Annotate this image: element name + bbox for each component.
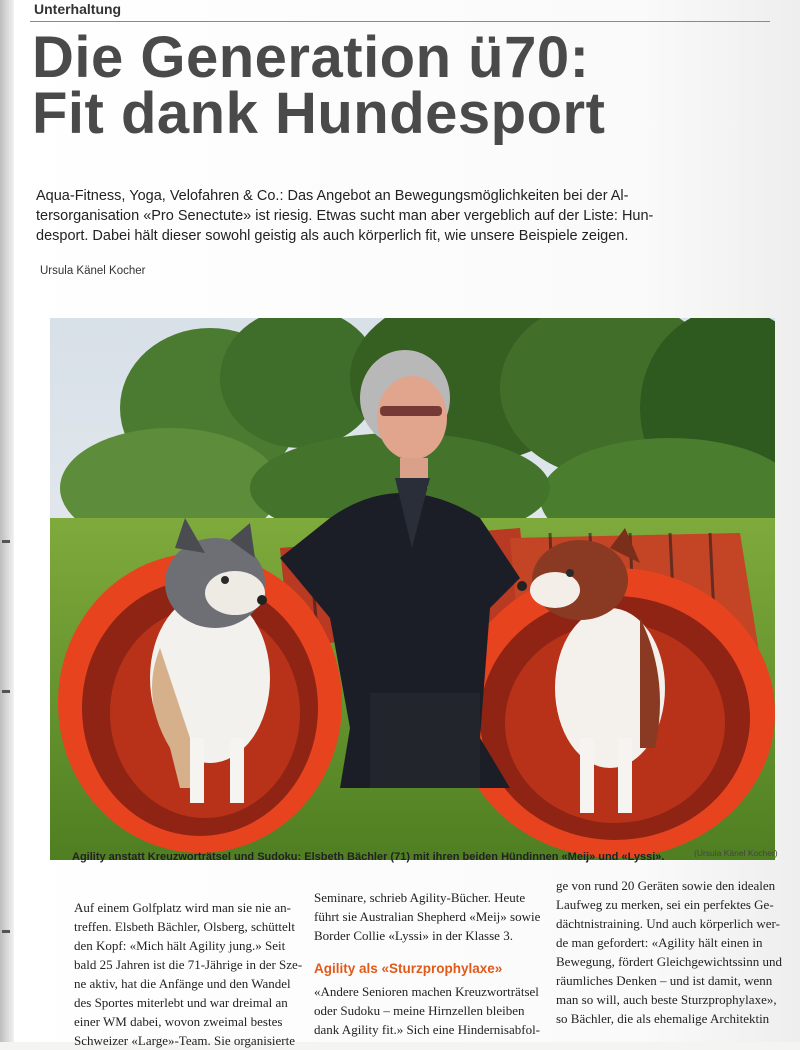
body-column-3 xyxy=(556,876,788,1028)
body-line: so Bächler, die als ehemalige Architektin xyxy=(556,1011,770,1026)
headline-line: Fit dank Hundesport xyxy=(32,81,606,146)
section-label: Unterhaltung xyxy=(34,1,122,17)
photo-illustration xyxy=(50,318,775,860)
section-subheading: Agility als «Sturzprophylaxe» xyxy=(314,961,503,976)
article-lead xyxy=(36,186,746,246)
body-line: Seminare, schrieb Agility-Bücher. Heute xyxy=(314,890,526,905)
headline-line: Die Generation ü70: xyxy=(32,25,590,90)
body-line: dächtnistraining. Und auch körperlich wer- xyxy=(556,916,780,931)
body-line: Schweizer «Large»-Team. Sie organisierte xyxy=(74,1033,295,1048)
body-line: de man gefordert: «Agility hält einen in xyxy=(556,935,763,950)
lead-line: Aqua-Fitness, Yoga, Velofahren & Co.: Das Angebot an Bewegungsmöglichkeiten bei der Al- xyxy=(36,188,629,204)
body-line: führt sie Australian Shepherd «Meij» sowie xyxy=(314,909,541,924)
body-column-2 xyxy=(314,888,544,1039)
body-line: des Sportes miterlebt und war dreimal an xyxy=(74,995,288,1010)
body-line: ge von rund 20 Geräten sowie den idealen xyxy=(556,878,776,893)
header-rule xyxy=(30,21,770,22)
body-line: «Andere Senioren machen Kreuzworträtsel xyxy=(314,984,539,999)
article-headline xyxy=(32,25,772,146)
page-binding-edge xyxy=(0,0,14,1042)
photo-credit: (Ursula Känel Kocher) xyxy=(694,848,778,858)
body-line: räumliches Denken – und ist damit, wenn xyxy=(556,973,773,988)
body-line: Border Collie «Lyssi» in der Klasse 3. xyxy=(314,928,513,943)
body-line: Laufweg zu merken, sei ein perfektes Ge- xyxy=(556,897,774,912)
edge-mark xyxy=(2,930,10,933)
photo-caption: Agility anstatt Kreuzworträtsel und Sudoku: Elsbeth Bächler (71) mit ihren beiden Hündinnen «Meij» und «Lyssi». xyxy=(72,851,665,863)
lead-line: desport. Dabei hält dieser sowohl geistig als auch körperlich fit, wie unsere Beispiele zeigen. xyxy=(36,228,629,244)
body-column-1 xyxy=(74,898,303,1050)
body-line: Bewegung, fördert Gleichgewichtssinn und xyxy=(556,954,783,969)
body-line: man so will, auch beste Sturzprophylaxe», xyxy=(556,992,777,1007)
edge-mark xyxy=(2,690,10,693)
edge-mark xyxy=(2,540,10,543)
body-line: treffen. Elsbeth Bächler, Olsberg, schüttelt xyxy=(74,919,296,934)
body-line: bald 25 Jahren ist die 71-Jährige in der Sze- xyxy=(74,957,303,972)
body-line: den Kopf: «Mich hält Agility jung.» Seit xyxy=(74,938,286,953)
author-byline: Ursula Känel Kocher xyxy=(40,265,146,277)
body-line: ne aktiv, hat die Anfänge und den Wandel xyxy=(74,976,291,991)
article-photo xyxy=(50,318,775,860)
body-line: Auf einem Golfplatz wird man sie nie an- xyxy=(74,900,291,915)
body-line: oder Sudoku – meine Hirnzellen bleiben xyxy=(314,1003,525,1018)
lead-line: tersorganisation «Pro Senectute» ist riesig. Etwas sucht man aber vergeblich auf der Liste: Hun- xyxy=(36,208,654,224)
body-line: einer WM dabei, wovon zweimal bestes xyxy=(74,1014,283,1029)
body-line: dank Agility fit.» Sich eine Hindernisabfol- xyxy=(314,1022,541,1037)
